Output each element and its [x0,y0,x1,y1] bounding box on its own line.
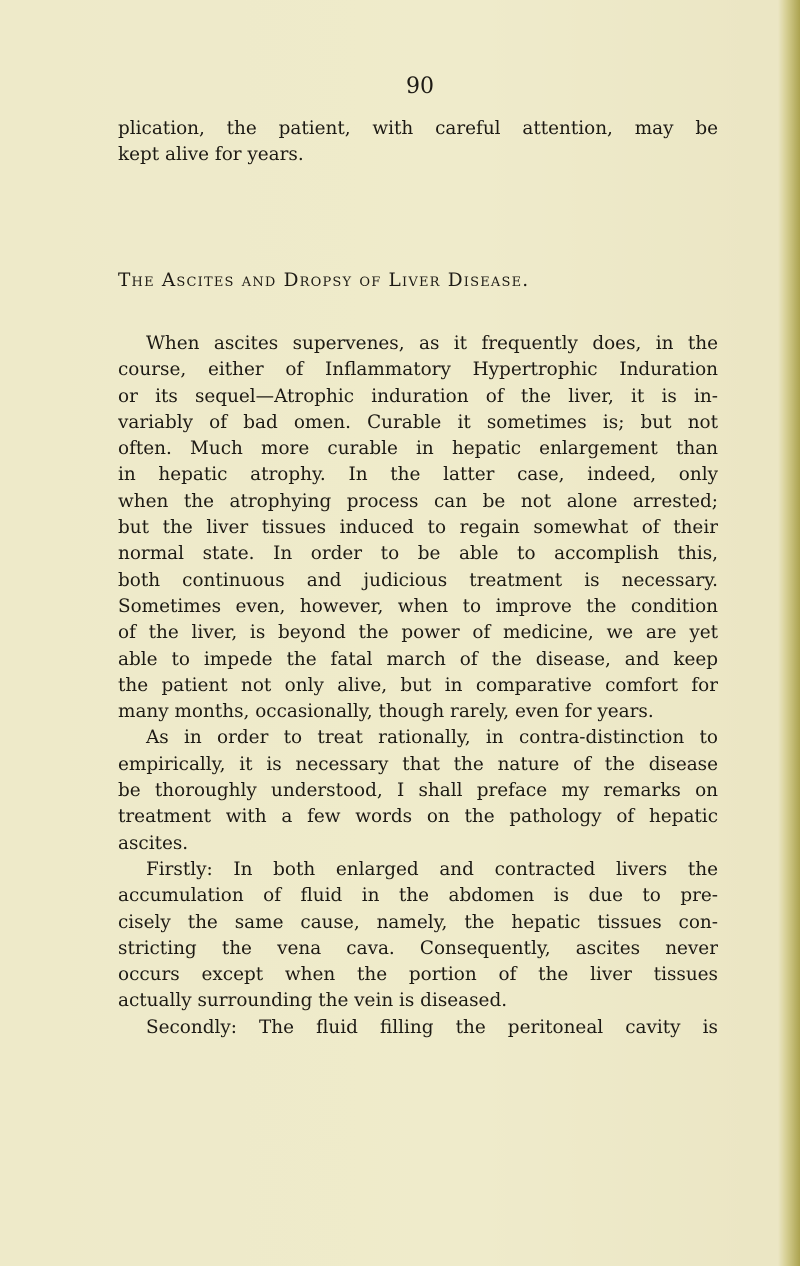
text-line: As in order to treat rationally, in contra-distinction to [146,727,718,749]
text-line: occurs except when the portion of the liver tissues [118,964,718,986]
text-line: but the liver tissues induced to regain somewhat of their [118,517,718,539]
text-line: normal state. In order to be able to accomplish this, [118,543,718,565]
text-line: able to impede the fatal march of the disease, and keep [118,648,718,670]
text-line: ascites. [118,832,189,854]
text-line: variably of bad omen. Curable it sometimes is; but not [118,411,718,433]
text-line: empirically, it is necessary that the nature of the disease [118,753,718,775]
text-line: be thoroughly understood, I shall preface my remarks on [118,780,718,802]
text-line: many months, occasionally, though rarely, even for years. [118,701,654,723]
text-line: often. Much more curable in hepatic enlargement than [118,438,718,460]
page-edge-shadow [778,0,800,1266]
text-line: or its sequel—Atrophic induration of the liver, it is in- [118,385,718,407]
text-line: in hepatic atrophy. In the latter case, indeed, only [118,464,718,486]
text-line: accumulation of fluid in the abdomen is due to pre- [118,885,718,907]
text-line: course, either of Inflammatory Hypertrophic Induration [118,359,718,381]
text-line: the patient not only alive, but in comparative comfort for [118,674,718,696]
text-line: Secondly: The fluid filling the peritoneal cavity is [146,1016,718,1038]
intro-paragraph [118,116,718,169]
text-line: treatment with a few words on the pathology of hepatic [118,806,718,828]
text-line: cisely the same cause, namely, the hepatic tissues con- [118,911,718,933]
text-line: actually surrounding the vein is diseased. [118,990,508,1012]
text-line: When ascites supervenes, as it frequently does, in the [146,333,718,354]
text-line: when the atrophying process can be not alone arrested; [118,490,718,512]
text-line: Sometimes even, however, when to improve the condition [118,595,718,617]
text-line: of the liver, is beyond the power of medicine, we are yet [118,622,718,644]
section-heading: The Ascites and Dropsy of Liver Disease. [118,270,530,291]
text-line: both continuous and judicious treatment is necessary. [118,569,718,591]
text-line: kept alive for years. [118,144,304,166]
text-line: plication, the patient, with careful attention, may be [118,118,718,139]
text-line: Firstly: In both enlarged and contracted livers the [146,858,718,880]
body-text [118,331,718,1041]
text-line: stricting the vena cava. Consequently, ascites never [118,937,718,959]
page-number: 90 [406,74,434,99]
